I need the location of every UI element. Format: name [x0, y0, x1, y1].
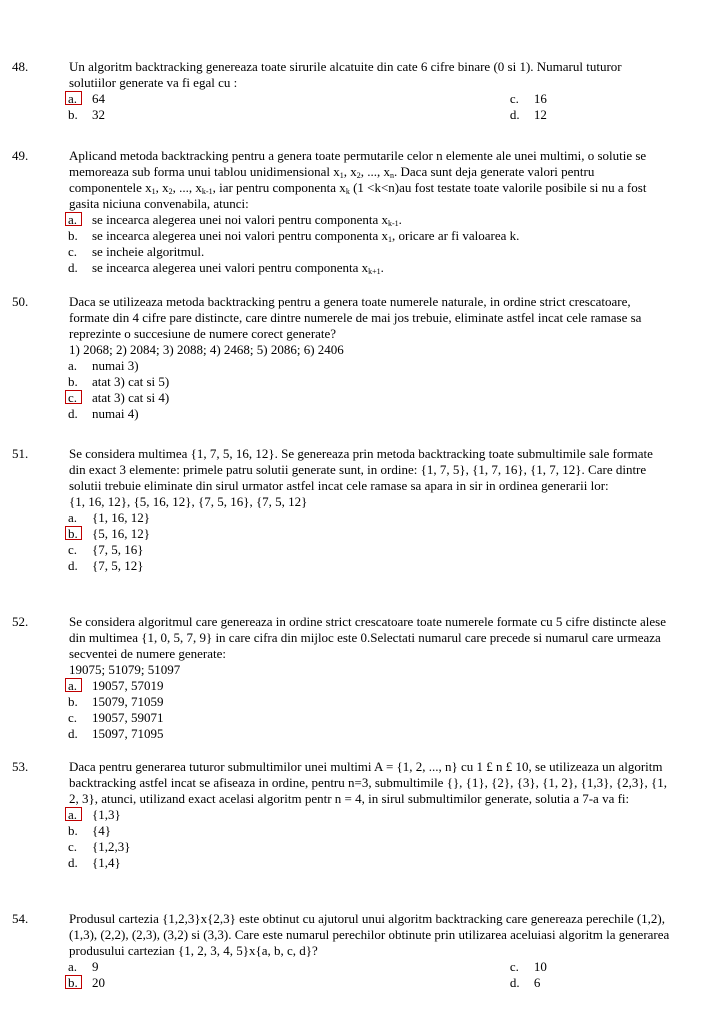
option-b[interactable]: b. 32 [68, 107, 105, 122]
option-d[interactable]: d. {1,4} [68, 855, 121, 870]
option-a[interactable]: a. 64 [68, 91, 105, 106]
question-number: 51. [12, 446, 29, 461]
option-c[interactable]: c. {7, 5, 16} [68, 542, 144, 557]
question-text: 50. Daca se utilizeaza metoda backtracking pentru a genera toate numerele naturale, in ordine strict crescatoare, formate din 4 cifre pare distincte, care dintre numerele de mai jos trebuie, eliminate astfel incat cele ramase sa reprezinte o succesiune de numere corect generate? [12, 294, 642, 341]
options-grid [40, 91, 670, 123]
number-list: 1) 2068; 2) 2084; 3) 2088; 4) 2468; 5) 2086; 6) 2406 [69, 342, 344, 357]
option-c[interactable]: c. 16 [509, 91, 547, 106]
option-d[interactable]: d. numai 4) [68, 406, 139, 421]
option-d[interactable]: d. se incearca alegerea unei valori pentru componenta $x_{k+1}$. [68, 260, 384, 276]
question-49 [12, 148, 670, 276]
option-a[interactable]: a. 19057, 57019 [68, 678, 164, 693]
option-a[interactable]: a. se incearca alegerea unei noi valori pentru componenta $x_{k-1}$. [68, 212, 402, 228]
option-b[interactable]: b. se incearca alegerea unei noi valori pentru componenta $x_1$, oricare ar fi valoarea k. [68, 228, 520, 244]
option-c[interactable]: c. atat 3) cat si 4) [68, 390, 170, 405]
question-number: 53. [12, 759, 29, 774]
option-c[interactable]: c. {1,2,3} [68, 839, 131, 854]
question-text: 48. Un algoritm backtracking genereaza toate sirurile alcatuite din cate 6 cifre binare (0 si 1). Numarul tuturor solutiilor generate va fi egal cu : [12, 59, 622, 90]
option-a[interactable]: a. {1,3} [68, 807, 121, 822]
option-b[interactable]: b. {5, 16, 12} [68, 526, 150, 541]
option-a[interactable]: a. numai 3) [68, 358, 139, 373]
option-b[interactable]: b. atat 3) cat si 5) [68, 374, 170, 389]
option-c[interactable]: c. 19057, 59071 [68, 710, 164, 725]
solution-list: {1, 16, 12}, {5, 16, 12}, {7, 5, 16}, {7, 5, 12} [69, 494, 308, 509]
option-b[interactable]: b. {4} [68, 823, 111, 838]
question-number: 52. [12, 614, 29, 629]
question-text: 49. Aplicand metoda backtracking pentru a genera toate permutarile celor n elemente ale unei multimi, o solutie se memoreaza sub forma unui tablou unidimensional $x_1$, $x_2$, ..., $x_n$. Daca sunt deja generate valori pentru componentele $x_1$, $x_2$, ..., $x_{k-1}$, iar pentru componenta $x_k$ (1 <k<n)au fost testate toate valorile posibile si nu a fost gasita niciuna convenabila, atunci: [12, 148, 647, 211]
question-50 [12, 294, 670, 422]
option-c[interactable]: c. se incheie algoritmul. [68, 244, 205, 259]
question-text: 53. Daca pentru generarea tuturor submultimilor unei multimi A = {1, 2, ..., n} cu 1 £ n £ 10, se utilizeaza un algoritm backtracking astfel incat se afiseaza in ordine, pentru n=3, submultimile {}, {1}, {2}, {3}, {1, 2}, {1,3}, {2,3}, {1, 2, 3}, atunci, utilizand exact acelasi algoritm pentr n = 4, in sirul submultimilor generate, solutia a 7-a va fi: [12, 759, 668, 806]
options-grid [40, 959, 670, 991]
question-54 [12, 911, 670, 991]
option-b[interactable]: b. 15079, 71059 [68, 694, 164, 709]
question-text: 52. Se considera algoritmul care genereaza in ordine strict crescatoare toate numerele formate cu 5 cifre distincte alese din multimea {1, 0, 5, 7, 9} in care cifra din mijloc este 0.Selectati numarul care precede si numarul care urmeaza secventei de numere generate: [12, 614, 666, 661]
option-c[interactable]: c. 10 [509, 959, 547, 974]
question-48 [12, 59, 670, 123]
option-a[interactable]: a. 9 [68, 959, 99, 974]
option-d[interactable]: d. 12 [509, 107, 547, 122]
question-text: 54. Produsul cartezia {1,2,3}x{2,3} este obtinut cu ajutorul unui algoritm backtracking care genereaza perechile (1,2), (1,3), (2,2), (2,3), (3,2) si (3,3). Care este numarul perechilor obtinute prin utilizarea aceluiasi algoritm la generarea produsului cartezian {1, 2, 3, 4, 5}x{a, b, c, d}? [12, 911, 670, 958]
question-number: 54. [12, 911, 29, 926]
question-52 [12, 614, 670, 742]
question-51 [12, 446, 670, 574]
question-number: 50. [12, 294, 29, 309]
option-b[interactable]: b. 20 [68, 975, 105, 990]
option-d[interactable]: d. {7, 5, 12} [68, 558, 144, 573]
option-d[interactable]: d. 6 [509, 975, 541, 990]
question-number: 49. [12, 148, 29, 163]
question-number: 48. [12, 59, 29, 74]
question-text: 51. Se considera multimea {1, 7, 5, 16, 12}. Se genereaza prin metoda backtracking toate submultimile sale formate din exact 3 elemente: primele patru solutii generate sunt, in ordine: {1, 7, 5}, {1, 7, 16}, {1, 7, 12}. Care dintre solutii trebuie eliminate din sirul urmator astfel incat cele ramase sa apara in sir in ordinea generarii lor: [12, 446, 653, 493]
option-d[interactable]: d. 15097, 71095 [68, 726, 164, 741]
sequence-list: 19075; 51079; 51097 [69, 662, 181, 677]
question-53 [12, 759, 670, 871]
option-a[interactable]: a. {1, 16, 12} [68, 510, 150, 525]
